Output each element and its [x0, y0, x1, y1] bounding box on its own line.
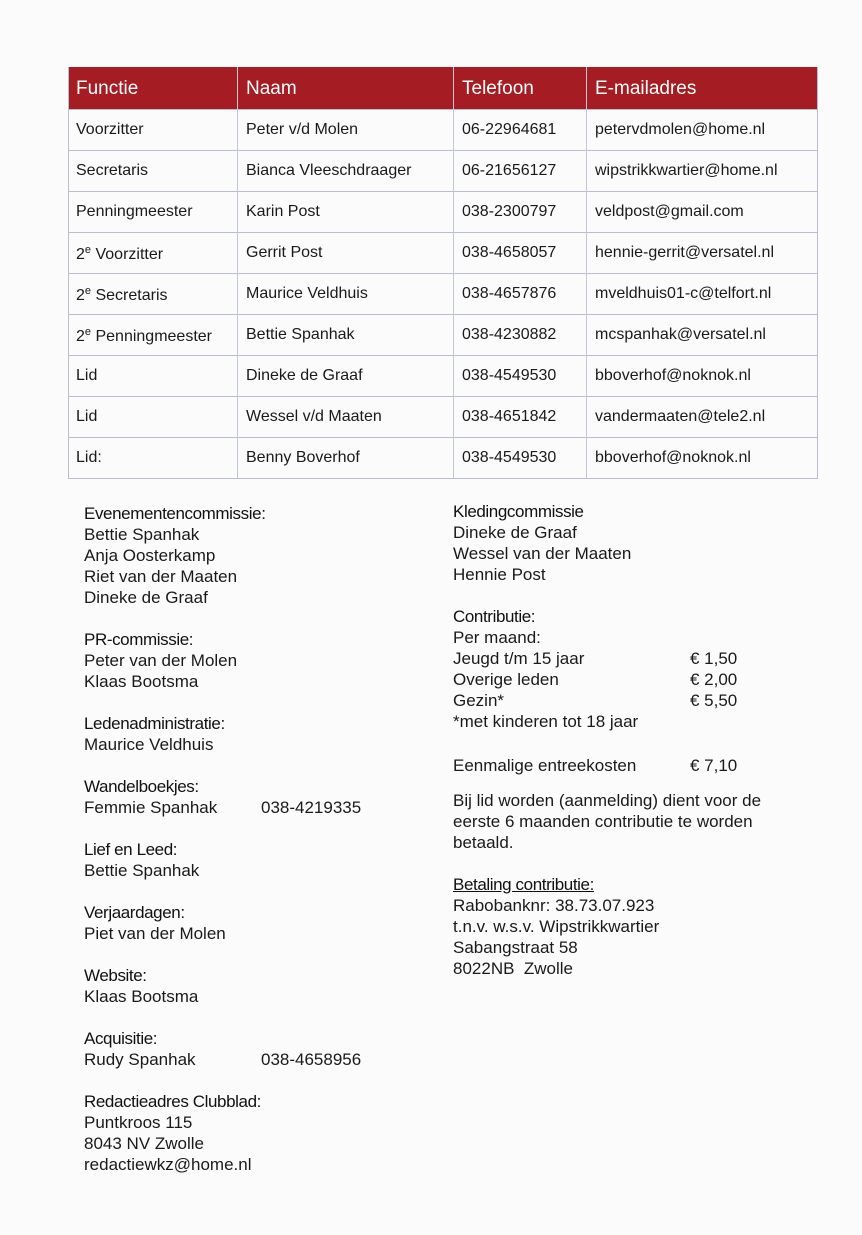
cell-telefoon: 038-4549530	[462, 449, 557, 466]
cell-naam: Gerrit Post	[246, 244, 323, 261]
fee-label: Jeugd t/m 15 jaar	[453, 649, 585, 668]
section-website	[84, 965, 424, 1007]
functie-label: Penningmeester	[76, 203, 193, 220]
functie-label: Penningmeester	[91, 328, 212, 345]
table-row	[69, 396, 817, 437]
section-title: Contributie:	[453, 607, 536, 626]
fee-row	[453, 690, 813, 711]
member-phone: 038-4219335	[261, 798, 362, 817]
column-divider	[237, 67, 238, 478]
table-row	[69, 232, 817, 273]
header-naam: Naam	[246, 78, 297, 99]
table-header-row	[69, 67, 817, 109]
cell-telefoon: 06-21656127	[462, 162, 557, 179]
table-row	[69, 314, 817, 355]
cell-email: bboverhof@noknok.nl	[595, 367, 751, 384]
section-title: Kledingcommissie	[453, 502, 584, 521]
member-name: Bettie Spanhak	[84, 861, 200, 880]
member-line	[84, 797, 424, 818]
cell-functie	[76, 408, 97, 426]
email-line: redactiewkz@home.nl	[84, 1155, 252, 1174]
entree-row	[453, 755, 813, 776]
cell-functie	[76, 244, 163, 264]
cell-functie	[76, 326, 212, 346]
section-title: PR-commissie:	[84, 630, 194, 649]
header-email: E-mailadres	[595, 78, 697, 99]
section-contributie	[453, 606, 813, 853]
member-name: Riet van der Maaten	[84, 567, 238, 586]
member-name: Wessel van der Maaten	[453, 544, 632, 563]
table-row	[69, 150, 817, 191]
member-name: Piet van der Molen	[84, 924, 226, 943]
section-title: Redactieadres Clubblad:	[84, 1092, 261, 1111]
cell-telefoon: 038-4549530	[462, 367, 557, 384]
fee-amount: € 2,00	[690, 670, 738, 689]
ordinal-number: 2	[76, 328, 85, 345]
cell-functie	[76, 449, 102, 467]
section-wandelboekjes	[84, 776, 424, 818]
table-body	[69, 109, 817, 478]
entree-amount: € 7,10	[690, 756, 738, 775]
ordinal-number: 2	[76, 246, 85, 263]
section-acquisitie	[84, 1028, 424, 1070]
fee-row	[453, 669, 813, 690]
column-divider	[586, 67, 587, 478]
cell-functie	[76, 367, 97, 385]
functie-label: Voorzitter	[76, 121, 144, 138]
cell-functie	[76, 121, 144, 139]
entree-label: Eenmalige entreekosten	[453, 756, 637, 775]
section-betaling	[453, 874, 813, 979]
cell-functie	[76, 162, 148, 180]
member-name: Peter van der Molen	[84, 651, 238, 670]
member-name: Bettie Spanhak	[84, 525, 200, 544]
fee-amount: € 1,50	[690, 649, 738, 668]
member-name: Dineke de Graaf	[84, 588, 208, 607]
section-redactieadres	[84, 1091, 424, 1175]
functie-label: Lid:	[76, 449, 102, 466]
ordinal-suffix: e	[84, 285, 92, 297]
cell-functie	[76, 203, 193, 221]
cell-naam: Maurice Veldhuis	[246, 285, 368, 302]
section-kledingcommissie	[453, 501, 813, 585]
functie-label: Voorzitter	[91, 246, 164, 263]
section-title: Lief en Leed:	[84, 840, 178, 859]
fee-amount: € 5,50	[690, 691, 738, 710]
functie-label: Lid	[76, 367, 98, 384]
functie-label: Lid	[76, 408, 98, 425]
member-name: Dineke de Graaf	[453, 523, 577, 542]
cell-naam: Bianca Vleeschdraager	[246, 162, 412, 179]
section-title: Verjaardagen:	[84, 903, 185, 922]
table-row	[69, 437, 817, 478]
member-name: Hennie Post	[453, 565, 546, 584]
section-verjaardagen	[84, 902, 424, 944]
cell-telefoon: 038-4651842	[462, 408, 557, 425]
left-column	[84, 503, 424, 1196]
cell-email: mcspanhak@versatel.nl	[595, 326, 766, 343]
fee-note: *met kinderen tot 18 jaar	[453, 712, 639, 731]
cell-naam: Benny Boverhof	[246, 449, 360, 466]
member-name: Anja Oosterkamp	[84, 546, 216, 565]
right-column	[453, 501, 813, 1000]
contributie-per: Per maand:	[453, 628, 541, 647]
cell-telefoon: 06-22964681	[462, 121, 557, 138]
table-row	[69, 191, 817, 232]
board-table	[68, 67, 818, 479]
section-evenementen	[84, 503, 424, 608]
section-title: Evenementencommissie:	[84, 504, 266, 523]
cell-telefoon: 038-4657876	[462, 285, 557, 302]
section-title: Website:	[84, 966, 147, 985]
table-row	[69, 273, 817, 314]
section-ledenadministratie	[84, 713, 424, 755]
bank-line: Rabobanknr: 38.73.07.923	[453, 896, 655, 915]
cell-email: wipstrikkwartier@home.nl	[595, 162, 778, 179]
section-pr	[84, 629, 424, 692]
member-name: Rudy Spanhak	[84, 1050, 196, 1069]
cell-email: mveldhuis01-c@telfort.nl	[595, 285, 772, 302]
cell-telefoon: 038-4658057	[462, 244, 557, 261]
cell-naam: Karin Post	[246, 203, 320, 220]
cell-functie	[76, 285, 168, 305]
bank-line: t.n.v. w.s.v. Wipstrikkwartier	[453, 917, 660, 936]
functie-label: Secretaris	[76, 162, 149, 179]
member-line	[84, 1049, 424, 1070]
fee-label: Overige leden	[453, 670, 559, 689]
section-title: Wandelboekjes:	[84, 777, 199, 796]
cell-email: bboverhof@noknok.nl	[595, 449, 751, 466]
member-name: Femmie Spanhak	[84, 798, 218, 817]
cell-telefoon: 038-4230882	[462, 326, 557, 343]
address-line: Puntkroos 115	[84, 1113, 193, 1132]
cell-naam: Dineke de Graaf	[246, 367, 363, 384]
header-telefoon: Telefoon	[462, 78, 534, 99]
column-divider	[453, 67, 454, 478]
member-phone: 038-4658956	[261, 1050, 362, 1069]
cell-email: veldpost@gmail.com	[595, 203, 744, 220]
section-title: Acquisitie:	[84, 1029, 158, 1048]
ordinal-suffix: e	[84, 326, 92, 338]
cell-email: vandermaaten@tele2.nl	[595, 408, 766, 425]
cell-telefoon: 038-2300797	[462, 203, 557, 220]
member-name: Klaas Bootsma	[84, 672, 199, 691]
cell-naam: Bettie Spanhak	[246, 326, 355, 343]
member-name: Klaas Bootsma	[84, 987, 199, 1006]
cell-naam: Wessel v/d Maaten	[246, 408, 382, 425]
table-row	[69, 109, 817, 150]
fee-row	[453, 648, 813, 669]
header-functie: Functie	[76, 78, 139, 99]
cell-naam: Peter v/d Molen	[246, 121, 359, 138]
section-title: Betaling contributie:	[453, 875, 594, 894]
contributie-paragraph: Bij lid worden (aanmelding) dient voor de eerste 6 maanden contributie te worden betaald.	[453, 791, 762, 852]
cell-email: hennie-gerrit@versatel.nl	[595, 244, 774, 261]
bank-line: Sabangstraat 58	[453, 938, 578, 957]
fee-label: Gezin*	[453, 691, 505, 710]
table-row	[69, 355, 817, 396]
bank-line: 8022NB Zwolle	[453, 959, 574, 978]
member-name: Maurice Veldhuis	[84, 735, 214, 754]
ordinal-number: 2	[76, 287, 85, 304]
ordinal-suffix: e	[84, 244, 92, 256]
address-line: 8043 NV Zwolle	[84, 1134, 205, 1153]
section-lief-en-leed	[84, 839, 424, 881]
section-title: Ledenadministratie:	[84, 714, 225, 733]
cell-email: petervdmolen@home.nl	[595, 121, 766, 138]
functie-label: Secretaris	[91, 287, 168, 304]
